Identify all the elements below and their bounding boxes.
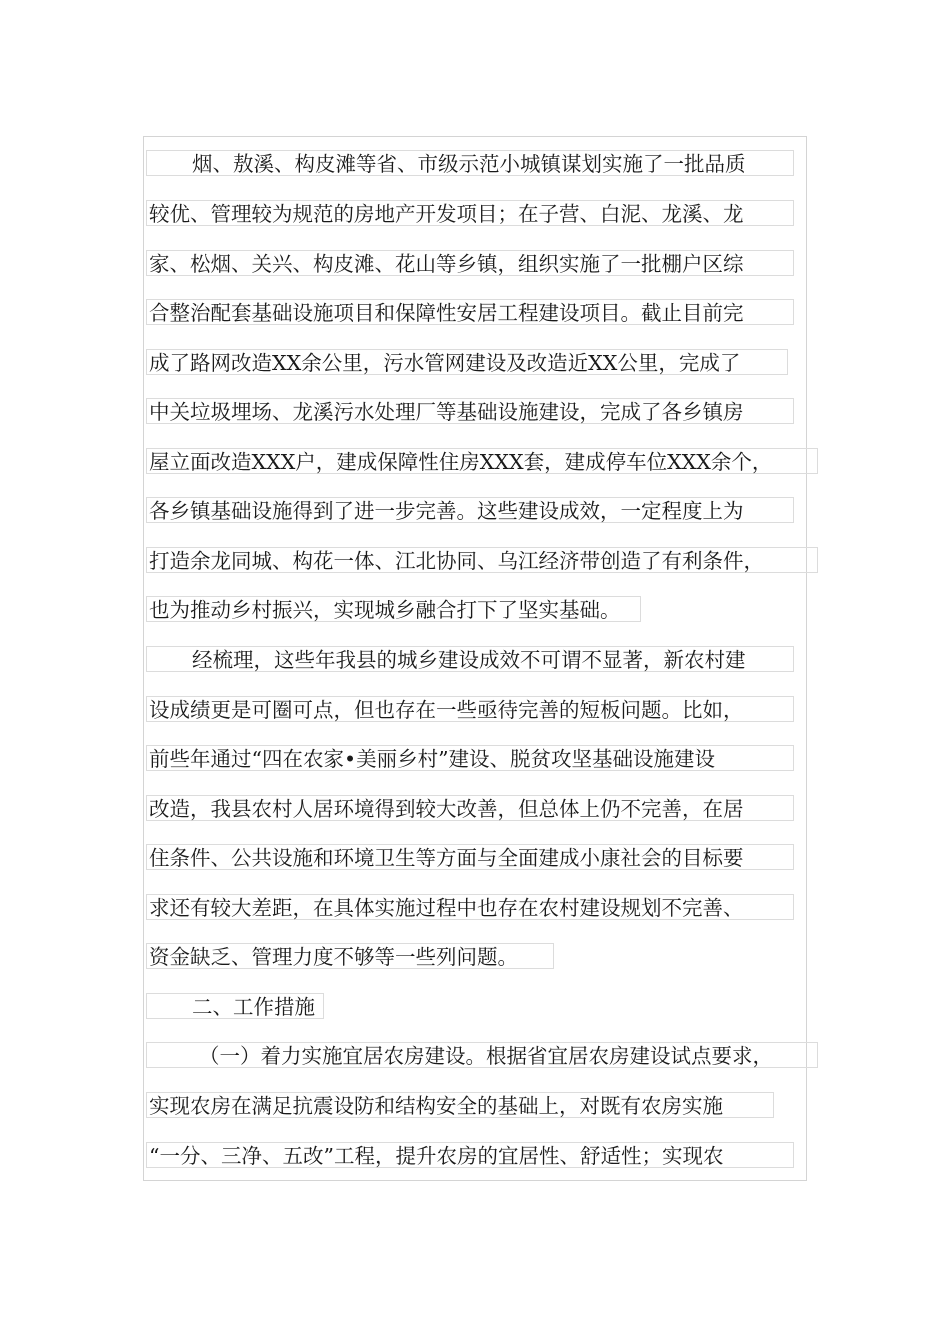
text-line: 改造，我县农村人居环境得到较大改善，但总体上仍不完善，在居 (146, 795, 794, 821)
text-line: “一分、三净、五改”工程，提升农房的宜居性、舒适性；实现农 (146, 1142, 794, 1168)
text-line: 成了路网改造XX余公里，污水管网建设及改造近XX公里，完成了 (146, 349, 788, 375)
text-line: 住条件、公共设施和环境卫生等方面与全面建成小康社会的目标要 (146, 844, 794, 870)
text-line: 也为推动乡村振兴，实现城乡融合打下了坚实基础。 (146, 596, 641, 622)
text-line: 前些年通过“四在农家•美丽乡村”建设、脱贫攻坚基础设施建设 (146, 745, 794, 771)
text-line: 较优、管理较为规范的房地产开发项目；在子营、白泥、龙溪、龙 (146, 200, 794, 226)
text-line: 经梳理，这些年我县的城乡建设成效不可谓不显著，新农村建 (146, 646, 794, 672)
text-line: 屋立面改造XXX户，建成保障性住房XXX套，建成停车位XXX余个， (146, 448, 818, 474)
text-line: 合整治配套基础设施项目和保障性安居工程建设项目。截止目前完 (146, 299, 794, 325)
text-line: 中关垃圾埋场、龙溪污水处理厂等基础设施建设，完成了各乡镇房 (146, 398, 794, 424)
text-line: 求还有较大差距，在具体实施过程中也存在农村建设规划不完善、 (146, 894, 794, 920)
text-line: （一）着力实施宜居农房建设。根据省宜居农房建设试点要求， (146, 1042, 818, 1068)
text-line: 实现农房在满足抗震设防和结构安全的基础上，对既有农房实施 (146, 1092, 774, 1118)
text-line: 烟、敖溪、构皮滩等省、市级示范小城镇谋划实施了一批品质 (146, 150, 794, 176)
text-line: 资金缺乏、管理力度不够等一些列问题。 (146, 943, 554, 969)
section-heading: 二、工作措施 (146, 993, 324, 1019)
text-line: 家、松烟、关兴、构皮滩、花山等乡镇，组织实施了一批棚户区综 (146, 250, 794, 276)
text-line: 设成绩更是可圈可点，但也存在一些亟待完善的短板问题。比如， (146, 696, 794, 722)
text-line: 打造余龙同城、构花一体、江北协同、乌江经济带创造了有利条件， (146, 547, 818, 573)
text-line: 各乡镇基础设施得到了进一步完善。这些建设成效，一定程度上为 (146, 497, 794, 523)
